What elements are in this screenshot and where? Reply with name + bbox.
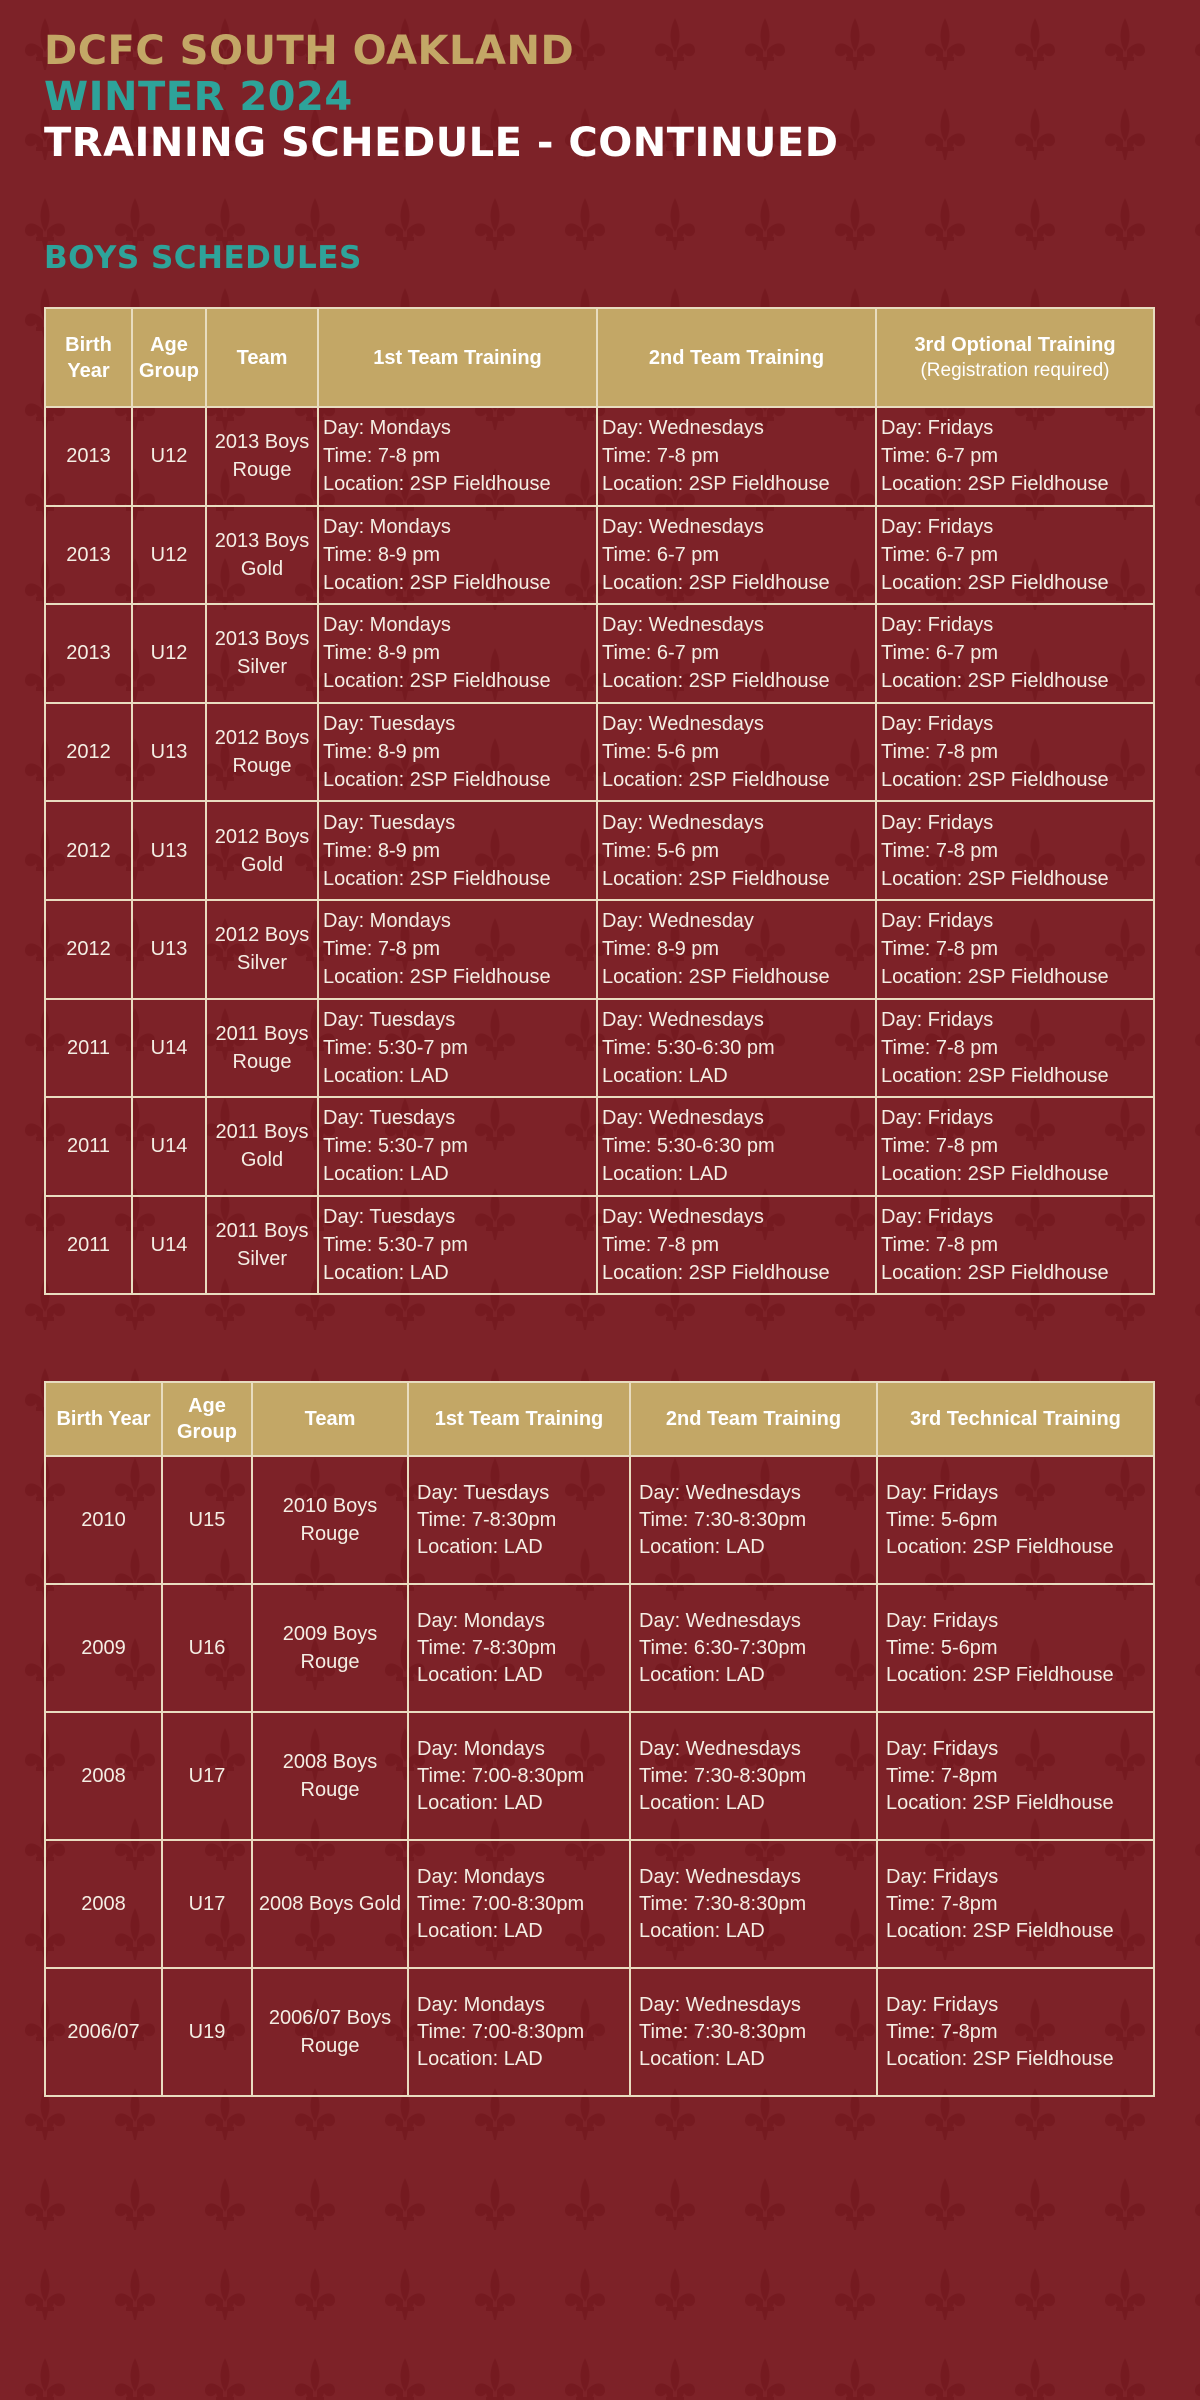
- birth-year-cell: 2012: [45, 900, 132, 999]
- training-location: Location: LAD: [639, 1663, 765, 1686]
- table-row: [45, 900, 1154, 999]
- training-time: Time: 7-8 pm: [602, 445, 720, 468]
- training-day: Day: Fridays: [881, 1008, 994, 1031]
- age-group-cell: U12: [132, 506, 206, 605]
- team-cell: 2012 Boys Gold: [206, 801, 318, 900]
- training-location: Location: 2SP Fieldhouse: [886, 1663, 1114, 1686]
- training-day: Day: Tuesdays: [323, 1008, 456, 1031]
- second-training-cell: [597, 703, 876, 802]
- training-location: Location: 2SP Fieldhouse: [602, 966, 830, 989]
- training-day: Day: Wednesdays: [602, 1206, 764, 1229]
- third-training-cell: [877, 1968, 1154, 2096]
- birth-year-cell: 2011: [45, 999, 132, 1098]
- training-location: Location: LAD: [323, 1163, 449, 1186]
- training-location: Location: 2SP Fieldhouse: [602, 473, 830, 496]
- team-cell: 2013 Boys Gold: [206, 506, 318, 605]
- training-time: Time: 7:30-8:30pm: [639, 1508, 807, 1531]
- third-training-cell: [877, 1584, 1154, 1712]
- training-location: Location: 2SP Fieldhouse: [881, 571, 1109, 594]
- training-location: Location: LAD: [417, 1535, 543, 1558]
- training-time: Time: 8-9 pm: [323, 741, 441, 764]
- season-title: WINTER 2024: [44, 74, 353, 120]
- first-training-cell: [408, 1968, 630, 2096]
- training-day: Day: Fridays: [886, 1481, 999, 1504]
- training-location: Location: 2SP Fieldhouse: [602, 571, 830, 594]
- training-location: Location: LAD: [639, 1535, 765, 1558]
- training-day: Day: Wednesdays: [639, 1993, 801, 2016]
- first-training-cell: [318, 1196, 597, 1295]
- birth-year-cell: 2008: [45, 1712, 162, 1840]
- age-group-cell: U16: [162, 1584, 252, 1712]
- training-time: Time: 5-6 pm: [602, 741, 720, 764]
- training-time: Time: 7-8 pm: [323, 938, 441, 961]
- third-training-cell: [876, 801, 1154, 900]
- birth-year-cell: 2012: [45, 703, 132, 802]
- training-time: Time: 7-8 pm: [881, 1234, 999, 1257]
- team-cell: 2008 Boys Gold: [252, 1840, 408, 1968]
- first-training-cell: [408, 1584, 630, 1712]
- birth-year-cell: 2013: [45, 604, 132, 703]
- training-time: Time: 7-8pm: [886, 1764, 998, 1787]
- training-location: Location: LAD: [417, 1791, 543, 1814]
- training-day: Day: Wednesdays: [602, 614, 764, 637]
- third-training-cell: [876, 900, 1154, 999]
- training-location: Location: 2SP Fieldhouse: [602, 769, 830, 792]
- training-day: Day: Mondays: [417, 1865, 545, 1888]
- table-row: [45, 1097, 1154, 1196]
- second-training-cell: [597, 1196, 876, 1295]
- training-time: Time: 7:30-8:30pm: [639, 2020, 807, 2043]
- table-row: [45, 703, 1154, 802]
- training-location: Location: 2SP Fieldhouse: [886, 1791, 1114, 1814]
- training-time: Time: 7-8pm: [886, 2020, 998, 2043]
- training-time: Time: 5:30-7 pm: [323, 1234, 468, 1257]
- training-day: Day: Tuesdays: [323, 713, 456, 736]
- training-location: Location: LAD: [417, 2047, 543, 2070]
- training-location: Location: 2SP Fieldhouse: [886, 1535, 1114, 1558]
- team-cell: 2008 Boys Rouge: [252, 1712, 408, 1840]
- third-training-cell: [876, 407, 1154, 506]
- team-cell: 2012 Boys Rouge: [206, 703, 318, 802]
- training-day: Day: Fridays: [881, 1107, 994, 1130]
- training-time: Time: 7:00-8:30pm: [417, 1764, 585, 1787]
- birth-year-cell: 2009: [45, 1584, 162, 1712]
- training-day: Day: Mondays: [417, 1737, 545, 1760]
- training-time: Time: 8-9 pm: [323, 839, 441, 862]
- second-training-cell: [630, 1584, 877, 1712]
- training-location: Location: 2SP Fieldhouse: [881, 473, 1109, 496]
- training-time: Time: 5-6 pm: [602, 839, 720, 862]
- header-third-training: 3rd Technical Training: [877, 1382, 1154, 1456]
- training-day: Day: Fridays: [886, 1865, 999, 1888]
- training-location: Location: 2SP Fieldhouse: [323, 571, 551, 594]
- table-row: [45, 1712, 1154, 1840]
- training-location: Location: 2SP Fieldhouse: [602, 670, 830, 693]
- age-group-cell: U15: [162, 1456, 252, 1584]
- training-day: Day: Wednesday: [602, 910, 754, 933]
- third-training-cell: [876, 703, 1154, 802]
- training-time: Time: 6-7 pm: [602, 543, 720, 566]
- training-time: Time: 7-8 pm: [323, 445, 441, 468]
- training-location: Location: LAD: [417, 1919, 543, 1942]
- age-group-cell: U13: [132, 801, 206, 900]
- team-cell: 2013 Boys Rouge: [206, 407, 318, 506]
- training-time: Time: 8-9 pm: [602, 938, 720, 961]
- header-team: Team: [206, 308, 318, 407]
- training-location: Location: LAD: [602, 1064, 728, 1087]
- header-age-group: Age Group: [162, 1382, 252, 1456]
- training-day: Day: Mondays: [417, 1993, 545, 2016]
- training-day: Day: Fridays: [881, 910, 994, 933]
- training-time: Time: 8-9 pm: [323, 543, 441, 566]
- training-location: Location: 2SP Fieldhouse: [881, 670, 1109, 693]
- training-day: Day: Wednesdays: [639, 1865, 801, 1888]
- training-day: Day: Tuesdays: [323, 1107, 456, 1130]
- training-day: Day: Wednesdays: [602, 811, 764, 834]
- training-time: Time: 6-7 pm: [881, 642, 999, 665]
- header-third-training-label: 3rd Optional Training: [914, 333, 1116, 356]
- team-cell: 2012 Boys Silver: [206, 900, 318, 999]
- training-day: Day: Fridays: [886, 1737, 999, 1760]
- age-group-cell: U17: [162, 1712, 252, 1840]
- header: [44, 28, 838, 166]
- second-training-cell: [630, 1456, 877, 1584]
- training-location: Location: 2SP Fieldhouse: [602, 867, 830, 890]
- training-day: Day: Wednesdays: [602, 713, 764, 736]
- training-day: Day: Fridays: [881, 515, 994, 538]
- training-time: Time: 7:00-8:30pm: [417, 1892, 585, 1915]
- training-time: Time: 5-6pm: [886, 1508, 998, 1531]
- training-location: Location: 2SP Fieldhouse: [886, 1919, 1114, 1942]
- age-group-cell: U12: [132, 604, 206, 703]
- age-group-cell: U14: [132, 1196, 206, 1295]
- header-age-group: Age Group: [132, 308, 206, 407]
- training-time: Time: 7-8 pm: [881, 839, 999, 862]
- table-row: [45, 1584, 1154, 1712]
- second-training-cell: [630, 1712, 877, 1840]
- first-training-cell: [318, 1097, 597, 1196]
- birth-year-cell: 2012: [45, 801, 132, 900]
- training-day: Day: Mondays: [323, 910, 451, 933]
- first-training-cell: [408, 1712, 630, 1840]
- age-group-cell: U12: [132, 407, 206, 506]
- header-birth-year: Birth Year: [45, 1382, 162, 1456]
- training-time: Time: 7:30-8:30pm: [639, 1892, 807, 1915]
- training-day: Day: Tuesdays: [417, 1481, 550, 1504]
- age-group-cell: U14: [132, 999, 206, 1098]
- age-group-cell: U17: [162, 1840, 252, 1968]
- first-training-cell: [318, 703, 597, 802]
- third-training-cell: [877, 1840, 1154, 1968]
- table-row: [45, 1456, 1154, 1584]
- training-time: Time: 7-8 pm: [602, 1234, 720, 1257]
- training-location: Location: LAD: [639, 1791, 765, 1814]
- training-time: Time: 7-8:30pm: [417, 1636, 557, 1659]
- training-day: Day: Fridays: [881, 1206, 994, 1229]
- training-time: Time: 6-7 pm: [881, 445, 999, 468]
- first-training-cell: [408, 1456, 630, 1584]
- first-training-cell: [318, 999, 597, 1098]
- table-header-row: [45, 308, 1154, 407]
- training-location: Location: 2SP Fieldhouse: [881, 1163, 1109, 1186]
- training-location: Location: 2SP Fieldhouse: [602, 1262, 830, 1285]
- team-cell: 2006/07 Boys Rouge: [252, 1968, 408, 2096]
- training-time: Time: 5:30-7 pm: [323, 1036, 468, 1059]
- training-time: Time: 7-8 pm: [881, 741, 999, 764]
- birth-year-cell: 2013: [45, 407, 132, 506]
- third-training-cell: [877, 1456, 1154, 1584]
- training-location: Location: 2SP Fieldhouse: [881, 1262, 1109, 1285]
- header-first-training: 1st Team Training: [318, 308, 597, 407]
- training-location: Location: LAD: [639, 1919, 765, 1942]
- table-row: [45, 1968, 1154, 2096]
- training-time: Time: 8-9 pm: [323, 642, 441, 665]
- training-location: Location: 2SP Fieldhouse: [323, 473, 551, 496]
- training-location: Location: LAD: [602, 1163, 728, 1186]
- table-header-row: [45, 1382, 1154, 1456]
- table-row: [45, 604, 1154, 703]
- first-training-cell: [318, 506, 597, 605]
- first-training-cell: [408, 1840, 630, 1968]
- birth-year-cell: 2011: [45, 1097, 132, 1196]
- training-time: Time: 5:30-6:30 pm: [602, 1036, 775, 1059]
- training-time: Time: 7-8 pm: [881, 1036, 999, 1059]
- training-location: Location: 2SP Fieldhouse: [886, 2047, 1114, 2070]
- training-day: Day: Fridays: [881, 713, 994, 736]
- age-group-cell: U19: [162, 1968, 252, 2096]
- training-location: Location: LAD: [323, 1262, 449, 1285]
- training-location: Location: 2SP Fieldhouse: [881, 769, 1109, 792]
- training-day: Day: Tuesdays: [323, 1206, 456, 1229]
- birth-year-cell: 2011: [45, 1196, 132, 1295]
- second-training-cell: [630, 1968, 877, 2096]
- table-row: [45, 407, 1154, 506]
- age-group-cell: U13: [132, 703, 206, 802]
- team-cell: 2011 Boys Gold: [206, 1097, 318, 1196]
- training-day: Day: Mondays: [417, 1609, 545, 1632]
- second-training-cell: [597, 407, 876, 506]
- header-team: Team: [252, 1382, 408, 1456]
- training-location: Location: 2SP Fieldhouse: [881, 1064, 1109, 1087]
- first-training-cell: [318, 900, 597, 999]
- section-title: BOYS SCHEDULES: [44, 240, 362, 276]
- training-time: Time: 5:30-7 pm: [323, 1135, 468, 1158]
- team-cell: 2013 Boys Silver: [206, 604, 318, 703]
- third-training-cell: [876, 999, 1154, 1098]
- second-training-cell: [597, 801, 876, 900]
- second-training-cell: [630, 1840, 877, 1968]
- birth-year-cell: 2013: [45, 506, 132, 605]
- training-day: Day: Mondays: [323, 417, 451, 440]
- training-day: Day: Wednesdays: [602, 1008, 764, 1031]
- training-day: Day: Wednesdays: [639, 1481, 801, 1504]
- training-day: Day: Wednesdays: [602, 417, 764, 440]
- header-third-training: [876, 308, 1154, 407]
- schedule-table-u12-u14: [44, 307, 1155, 1295]
- training-time: Time: 7-8pm: [886, 1892, 998, 1915]
- first-training-cell: [318, 407, 597, 506]
- header-second-training: 2nd Team Training: [597, 308, 876, 407]
- training-day: Day: Wednesdays: [639, 1609, 801, 1632]
- training-time: Time: 7-8 pm: [881, 1135, 999, 1158]
- age-group-cell: U14: [132, 1097, 206, 1196]
- second-training-cell: [597, 900, 876, 999]
- birth-year-cell: 2010: [45, 1456, 162, 1584]
- team-cell: 2010 Boys Rouge: [252, 1456, 408, 1584]
- birth-year-cell: 2008: [45, 1840, 162, 1968]
- team-cell: 2009 Boys Rouge: [252, 1584, 408, 1712]
- training-location: Location: 2SP Fieldhouse: [323, 966, 551, 989]
- first-training-cell: [318, 604, 597, 703]
- training-day: Day: Wednesdays: [602, 515, 764, 538]
- table-row: [45, 999, 1154, 1098]
- team-cell: 2011 Boys Rouge: [206, 999, 318, 1098]
- birth-year-cell: 2006/07: [45, 1968, 162, 2096]
- training-location: Location: 2SP Fieldhouse: [323, 867, 551, 890]
- header-third-training-note: (Registration required): [920, 359, 1110, 381]
- third-training-cell: [876, 506, 1154, 605]
- table-row: [45, 1196, 1154, 1295]
- third-training-cell: [877, 1712, 1154, 1840]
- training-day: Day: Fridays: [886, 1609, 999, 1632]
- second-training-cell: [597, 1097, 876, 1196]
- training-location: Location: LAD: [323, 1064, 449, 1087]
- header-first-training: 1st Team Training: [408, 1382, 630, 1456]
- training-time: Time: 5:30-6:30 pm: [602, 1135, 775, 1158]
- training-day: Day: Mondays: [323, 614, 451, 637]
- third-training-cell: [876, 1097, 1154, 1196]
- second-training-cell: [597, 604, 876, 703]
- schedule-table-u15-u19: [44, 1381, 1155, 2097]
- training-location: Location: LAD: [639, 2047, 765, 2070]
- training-time: Time: 7:30-8:30pm: [639, 1764, 807, 1787]
- training-time: Time: 6:30-7:30pm: [639, 1636, 807, 1659]
- header-birth-year: Birth Year: [45, 308, 132, 407]
- training-time: Time: 6-7 pm: [602, 642, 720, 665]
- table-row: [45, 506, 1154, 605]
- training-location: Location: LAD: [417, 1663, 543, 1686]
- third-training-cell: [876, 1196, 1154, 1295]
- training-time: Time: 7:00-8:30pm: [417, 2020, 585, 2043]
- training-day: Day: Fridays: [881, 417, 994, 440]
- training-day: Day: Fridays: [881, 811, 994, 834]
- training-time: Time: 6-7 pm: [881, 543, 999, 566]
- table-row: [45, 1840, 1154, 1968]
- training-day: Day: Wednesdays: [602, 1107, 764, 1130]
- training-day: Day: Mondays: [323, 515, 451, 538]
- training-time: Time: 7-8 pm: [881, 938, 999, 961]
- training-day: Day: Fridays: [886, 1993, 999, 2016]
- page-title: TRAINING SCHEDULE - CONTINUED: [44, 120, 839, 166]
- training-location: Location: 2SP Fieldhouse: [881, 966, 1109, 989]
- table-row: [45, 801, 1154, 900]
- first-training-cell: [318, 801, 597, 900]
- training-location: Location: 2SP Fieldhouse: [323, 769, 551, 792]
- training-day: Day: Fridays: [881, 614, 994, 637]
- org-name: DCFC SOUTH OAKLAND: [44, 28, 575, 74]
- training-day: Day: Tuesdays: [323, 811, 456, 834]
- second-training-cell: [597, 999, 876, 1098]
- training-day: Day: Wednesdays: [639, 1737, 801, 1760]
- team-cell: 2011 Boys Silver: [206, 1196, 318, 1295]
- age-group-cell: U13: [132, 900, 206, 999]
- training-time: Time: 7-8:30pm: [417, 1508, 557, 1531]
- training-location: Location: 2SP Fieldhouse: [881, 867, 1109, 890]
- training-location: Location: 2SP Fieldhouse: [323, 670, 551, 693]
- header-second-training: 2nd Team Training: [630, 1382, 877, 1456]
- third-training-cell: [876, 604, 1154, 703]
- training-time: Time: 5-6pm: [886, 1636, 998, 1659]
- second-training-cell: [597, 506, 876, 605]
